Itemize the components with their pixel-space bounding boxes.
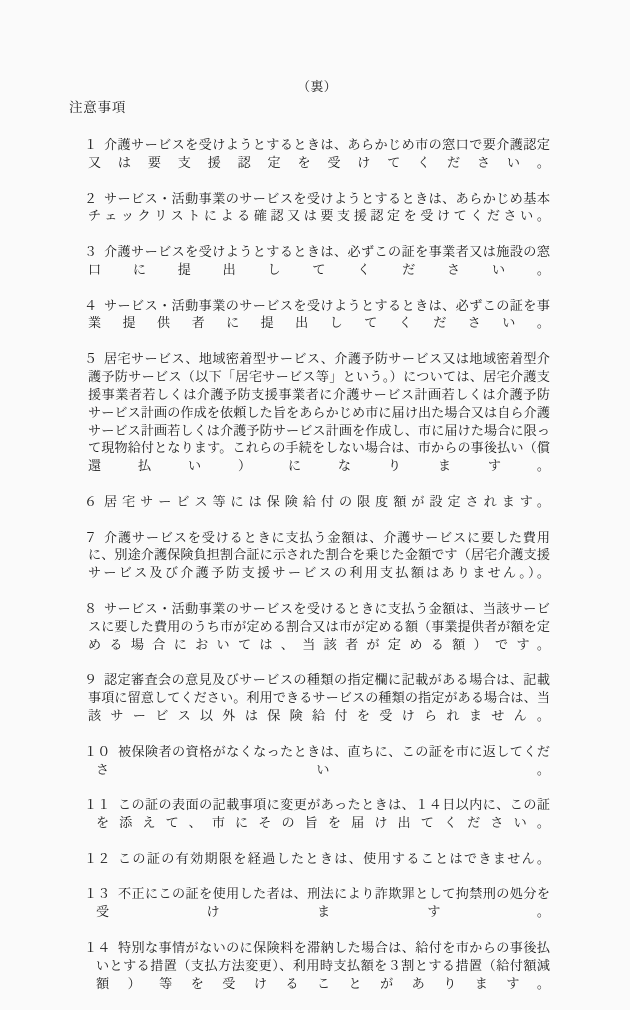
notice-number: ５ xyxy=(84,351,98,367)
notice-number: １４ xyxy=(84,939,111,955)
notice-item xyxy=(70,493,550,529)
notice-number: ３ xyxy=(84,244,98,260)
notice-item xyxy=(70,796,550,850)
page-side-mark-label: （裏） xyxy=(297,79,337,94)
notice-text: サービス・活動事業のサービスを受けようとするときは、あらかじめ基本チェックリストによる確認又は要支援認定を受けてください。 xyxy=(88,190,550,224)
notice-number: １０ xyxy=(84,743,111,759)
notice-item xyxy=(70,136,550,190)
notice-text: 不正にこの証を使用した者は、刑法により詐欺罪として拘禁刑の処分を受けます。 xyxy=(96,886,550,920)
notice-item xyxy=(70,671,550,742)
notice-text: この証の表面の記載事項に変更があったときは、１４日以内に、この証を添えて、市にその旨を届け出てください。 xyxy=(96,797,550,831)
notice-text: サービス・活動事業のサービスを受けようとするときは、必ずこの証を事業提供者に提出してください。 xyxy=(88,297,550,331)
notice-number: １３ xyxy=(84,886,111,902)
notice-item xyxy=(70,600,550,671)
page-title: 注意事項 xyxy=(69,100,127,115)
notice-text: 介護サービスを受けようとするときは、あらかじめ市の窓口で要介護認定又は要支援認定を受けてください。 xyxy=(88,137,550,170)
notice-item xyxy=(70,297,550,351)
notice-text: 認定審査会の意見及びサービスの種類の指定欄に記載がある場合は、記載事項に留意してください。利用できるサービスの種類の指定がある場合は、当該サービス以外は保険給付を受けられません。 xyxy=(88,672,550,723)
notice-number: ６ xyxy=(84,493,98,509)
notice-number: １１ xyxy=(84,797,111,813)
notice-list xyxy=(70,136,550,1010)
notice-text: 居宅サービス、地域密着型サービス、介護予防サービス又は地域密着型介護予防サービス（以下「居宅サービス等」という。）については、居宅介護支援事業者若しくは介護予防支援事業者に介護サービス計画若しくは介護予防サービス計画の作成を依頼した旨をあらかじめ市に届け出た場合又は自ら介護サービス計画若しくは介護予防サービス計画を作成し、市に届けた場合に限って現物給付となります。これらの手続をしない場合は、市からの事後払い（償還払い）になります。 xyxy=(88,351,550,474)
notice-item xyxy=(70,243,550,297)
notice-number: １ xyxy=(84,137,98,152)
notice-text: 介護サービスを受けるときに支払う金額は、介護サービスに要した費用に、別途介護保険負担割合証に示された割合を乗じた金額です（居宅介護支援サービス及び介護予防支援サービスの利用支払額はありません。）。 xyxy=(88,529,550,581)
notice-item xyxy=(70,350,550,493)
notice-item xyxy=(70,939,550,1010)
notice-item xyxy=(70,743,550,797)
notice-number: ８ xyxy=(84,600,98,616)
page-side-mark xyxy=(0,78,630,96)
notice-item xyxy=(70,850,550,886)
notice-number: ７ xyxy=(84,529,98,545)
notice-item xyxy=(70,529,550,600)
notice-item xyxy=(70,190,550,244)
notice-text: 特別な事情がないのに保険料を滞納した場合は、給付を市からの事後払いとする措置（支払方法変更）、利用時支払額を３割とする措置（給付額減額）等を受けることがあります。 xyxy=(96,939,550,991)
notice-text: この証の有効期限を経過したときは、使用することはできません。 xyxy=(118,850,550,866)
notice-text: 介護サービスを受けようとするときは、必ずこの証を事業者又は施設の窓口に提出してください。 xyxy=(88,244,550,277)
notice-number: ４ xyxy=(84,297,98,313)
notice-number: ２ xyxy=(84,190,98,206)
notice-text: 被保険者の資格がなくなったときは、直ちに、この証を市に返してください。 xyxy=(96,743,550,777)
notice-number: １２ xyxy=(84,850,111,866)
notice-text: サービス・活動事業のサービスを受けるときに支払う金額は、当該サービスに要した費用のうち市が定める割合又は市が定める額（事業提供者が額を定める場合においては、当該者が定める額）です。 xyxy=(88,600,550,652)
notice-text: 居宅サービス等には保険給付の限度額が設定されます。 xyxy=(104,493,550,509)
notice-item xyxy=(70,885,550,939)
notice-number: ９ xyxy=(84,672,98,688)
